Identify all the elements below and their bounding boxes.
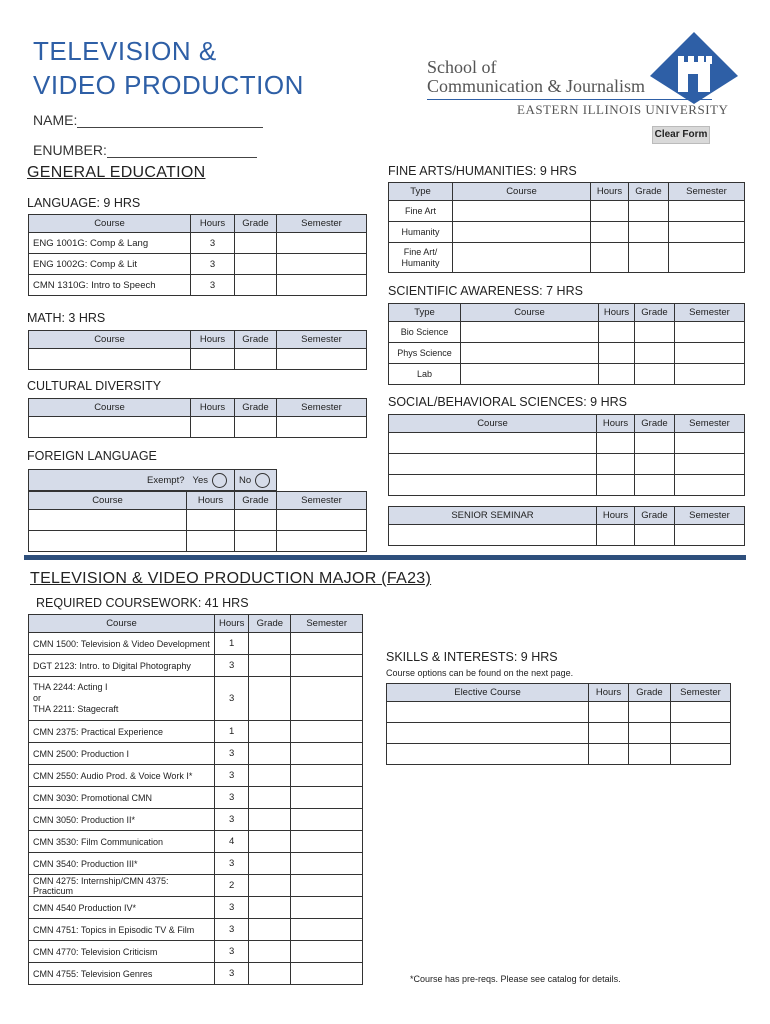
- yes-label: Yes: [192, 474, 208, 486]
- grade-cell[interactable]: [249, 633, 291, 655]
- page-title: [33, 34, 304, 102]
- clear-form-button[interactable]: Clear Form: [652, 126, 710, 144]
- hours-cell: 3: [215, 743, 249, 765]
- hours-cell: 4: [215, 831, 249, 853]
- castle-logo-icon: [650, 32, 738, 104]
- col-course: Course: [453, 183, 591, 201]
- exempt-no: [235, 470, 277, 491]
- col-hours: Hours: [191, 331, 235, 349]
- grade-cell[interactable]: [249, 919, 291, 941]
- table-row: [29, 743, 363, 765]
- yes-radio[interactable]: [212, 473, 227, 488]
- table-row: [29, 875, 363, 897]
- course-cell[interactable]: [29, 531, 187, 552]
- grade-cell[interactable]: [629, 744, 671, 765]
- course-cell: CMN 4770: Television Criticism: [29, 941, 215, 963]
- foreign-table: [28, 491, 367, 552]
- col-grade: Grade: [629, 183, 669, 201]
- hours-cell: 2: [215, 875, 249, 897]
- math-title: MATH: 3 HRS: [27, 311, 106, 325]
- semester-cell[interactable]: [671, 702, 731, 723]
- semester-cell[interactable]: [291, 721, 363, 743]
- hours-cell[interactable]: [597, 525, 635, 546]
- semester-cell[interactable]: [291, 655, 363, 677]
- grade-cell[interactable]: [635, 525, 675, 546]
- language-title: LANGUAGE: 9 HRS: [27, 196, 141, 210]
- col-grade: Grade: [249, 615, 291, 633]
- semester-cell[interactable]: [291, 831, 363, 853]
- semester-cell[interactable]: [669, 243, 745, 273]
- course-cell: ENG 1001G: Comp & Lang: [29, 233, 191, 254]
- course-cell[interactable]: [29, 510, 187, 531]
- semester-cell[interactable]: [277, 417, 367, 438]
- course-cell: CMN 3050: Production II*: [29, 809, 215, 831]
- course-cell[interactable]: [461, 343, 599, 364]
- semester-cell[interactable]: [277, 349, 367, 370]
- seminar-table: [388, 506, 745, 546]
- table-row: [389, 364, 745, 385]
- table-row: [29, 633, 363, 655]
- skills-table: [386, 683, 731, 765]
- course-cell: CMN 2500: Production I: [29, 743, 215, 765]
- course-cell[interactable]: [453, 222, 591, 243]
- semester-cell[interactable]: [277, 531, 367, 552]
- hours-cell[interactable]: [591, 222, 629, 243]
- col-semester: Semester: [277, 215, 367, 233]
- col-course: Course: [29, 615, 215, 633]
- grade-cell[interactable]: [235, 275, 277, 296]
- logo-line-1: School of: [427, 57, 497, 77]
- grade-cell[interactable]: [235, 417, 277, 438]
- hours-cell: 3: [215, 765, 249, 787]
- hours-cell: 3: [215, 809, 249, 831]
- social-title: SOCIAL/BEHAVIORAL SCIENCES: 9 HRS: [388, 395, 627, 409]
- semester-cell[interactable]: [291, 809, 363, 831]
- course-cell[interactable]: [461, 322, 599, 343]
- no-radio[interactable]: [255, 473, 270, 488]
- table-row: [29, 349, 367, 370]
- hours-cell: 3: [191, 233, 235, 254]
- course-cell[interactable]: [389, 525, 597, 546]
- hours-cell: 3: [215, 963, 249, 985]
- grade-cell[interactable]: [249, 677, 291, 721]
- grade-cell[interactable]: [635, 343, 675, 364]
- course-cell: CMN 4275: Internship/CMN 4375: Practicum: [29, 875, 215, 897]
- table-row: [389, 525, 745, 546]
- type-cell: Fine Art/ Humanity: [389, 243, 453, 273]
- enumber-label: ENUMBER:: [33, 142, 107, 158]
- table-row: [29, 655, 363, 677]
- hours-cell: 3: [215, 941, 249, 963]
- col-elective: Elective Course: [387, 684, 589, 702]
- title-line-1: TELEVISION &: [33, 36, 217, 66]
- course-cell: CMN 1310G: Intro to Speech: [29, 275, 191, 296]
- col-grade: Grade: [635, 507, 675, 525]
- cultural-table: [28, 398, 367, 438]
- table-row: [29, 531, 367, 552]
- grade-cell[interactable]: [635, 322, 675, 343]
- hours-cell[interactable]: [597, 433, 635, 454]
- col-hours: Hours: [597, 507, 635, 525]
- table-row: [29, 919, 363, 941]
- course-cell: CMN 2375: Practical Experience: [29, 721, 215, 743]
- enumber-field: [33, 142, 257, 158]
- type-cell: Humanity: [389, 222, 453, 243]
- grade-cell[interactable]: [235, 233, 277, 254]
- grade-cell[interactable]: [635, 454, 675, 475]
- grade-cell[interactable]: [249, 787, 291, 809]
- semester-cell[interactable]: [291, 853, 363, 875]
- col-hours: Hours: [191, 399, 235, 417]
- col-grade: Grade: [235, 215, 277, 233]
- name-label: NAME:: [33, 112, 78, 128]
- table-row: [387, 723, 731, 744]
- grade-cell[interactable]: [235, 531, 277, 552]
- course-cell[interactable]: [387, 723, 589, 744]
- col-semester: Semester: [291, 615, 363, 633]
- required-title: REQUIRED COURSEWORK: 41 HRS: [36, 596, 249, 610]
- course-cell: CMN 4755: Television Genres: [29, 963, 215, 985]
- col-seminar: SENIOR SEMINAR: [389, 507, 597, 525]
- name-input[interactable]: [77, 113, 263, 128]
- table-row: [29, 233, 367, 254]
- grade-cell[interactable]: [249, 809, 291, 831]
- hours-cell[interactable]: [591, 243, 629, 273]
- semester-cell[interactable]: [291, 765, 363, 787]
- col-semester: Semester: [675, 507, 745, 525]
- hours-cell[interactable]: [191, 349, 235, 370]
- major-title: TELEVISION & VIDEO PRODUCTION MAJOR (FA23): [30, 570, 432, 587]
- col-course: Course: [461, 304, 599, 322]
- grade-cell[interactable]: [249, 831, 291, 853]
- grade-cell[interactable]: [235, 349, 277, 370]
- col-grade: Grade: [235, 492, 277, 510]
- col-hours: Hours: [599, 304, 635, 322]
- table-row: [29, 809, 363, 831]
- title-line-2: VIDEO PRODUCTION: [33, 70, 304, 100]
- table-row: [389, 343, 745, 364]
- cultural-title: CULTURAL DIVERSITY: [27, 379, 162, 393]
- math-table: [28, 330, 367, 370]
- course-cell: ENG 1002G: Comp & Lit: [29, 254, 191, 275]
- grade-cell[interactable]: [249, 721, 291, 743]
- course-cell[interactable]: [389, 475, 597, 496]
- hours-cell[interactable]: [589, 702, 629, 723]
- grade-cell[interactable]: [249, 655, 291, 677]
- course-cell[interactable]: [389, 433, 597, 454]
- table-row: [29, 853, 363, 875]
- grade-cell[interactable]: [249, 743, 291, 765]
- table-row: [29, 963, 363, 985]
- hours-cell[interactable]: [599, 343, 635, 364]
- semester-cell[interactable]: [675, 343, 745, 364]
- col-semester: Semester: [669, 183, 745, 201]
- semester-cell[interactable]: [675, 433, 745, 454]
- science-table: [388, 303, 745, 385]
- table-row: [389, 243, 745, 273]
- skills-title: SKILLS & INTERESTS: 9 HRS: [386, 650, 558, 664]
- grade-cell[interactable]: [629, 201, 669, 222]
- course-cell: THA 2244: Acting I or THA 2211: Stagecraft: [29, 677, 215, 721]
- hours-cell[interactable]: [589, 723, 629, 744]
- course-cell: CMN 4751: Topics in Episodic TV & Film: [29, 919, 215, 941]
- col-course: Course: [29, 399, 191, 417]
- foreign-exempt-row: [28, 469, 367, 491]
- col-course: Course: [29, 331, 191, 349]
- table-row: [389, 222, 745, 243]
- logo-line-2: Communication & Journalism: [427, 76, 645, 96]
- hours-cell[interactable]: [599, 322, 635, 343]
- course-cell[interactable]: [29, 349, 191, 370]
- hours-cell: 1: [215, 633, 249, 655]
- semester-cell[interactable]: [291, 941, 363, 963]
- hours-cell[interactable]: [191, 417, 235, 438]
- grade-cell[interactable]: [235, 510, 277, 531]
- hours-cell: 3: [191, 275, 235, 296]
- col-semester: Semester: [277, 492, 367, 510]
- course-cell: CMN 1500: Television & Video Development: [29, 633, 215, 655]
- course-cell: CMN 2550: Audio Prod. & Voice Work I*: [29, 765, 215, 787]
- semester-cell[interactable]: [291, 743, 363, 765]
- type-cell: Bio Science: [389, 322, 461, 343]
- hours-cell: 3: [215, 655, 249, 677]
- grade-cell[interactable]: [249, 963, 291, 985]
- course-cell: DGT 2123: Intro. to Digital Photography: [29, 655, 215, 677]
- course-cell[interactable]: [461, 364, 599, 385]
- semester-cell[interactable]: [291, 897, 363, 919]
- table-row: [389, 322, 745, 343]
- grade-cell[interactable]: [629, 243, 669, 273]
- table-row: [389, 475, 745, 496]
- grade-cell[interactable]: [249, 897, 291, 919]
- hours-cell[interactable]: [597, 454, 635, 475]
- language-table: [28, 214, 367, 296]
- course-cell[interactable]: [453, 243, 591, 273]
- fine-arts-table: [388, 182, 745, 273]
- semester-cell[interactable]: [675, 322, 745, 343]
- course-cell: CMN 4540 Production IV*: [29, 897, 215, 919]
- col-course: Course: [389, 415, 597, 433]
- semester-cell[interactable]: [291, 875, 363, 897]
- col-hours: Hours: [591, 183, 629, 201]
- col-type: Type: [389, 183, 453, 201]
- enumber-input[interactable]: [107, 143, 257, 158]
- semester-cell[interactable]: [675, 364, 745, 385]
- col-grade: Grade: [635, 415, 675, 433]
- col-type: Type: [389, 304, 461, 322]
- table-row: [29, 677, 363, 721]
- hours-cell: 1: [215, 721, 249, 743]
- major-table: [28, 614, 363, 985]
- col-semester: Semester: [277, 399, 367, 417]
- course-cell[interactable]: [389, 454, 597, 475]
- name-field: [33, 112, 263, 128]
- hours-cell: 3: [215, 919, 249, 941]
- semester-cell[interactable]: [277, 254, 367, 275]
- col-semester: Semester: [277, 331, 367, 349]
- semester-cell[interactable]: [675, 454, 745, 475]
- course-cell: CMN 3030: Promotional CMN: [29, 787, 215, 809]
- semester-cell[interactable]: [291, 919, 363, 941]
- gen-ed-title: GENERAL EDUCATION: [27, 164, 206, 181]
- foreign-title: FOREIGN LANGUAGE: [27, 449, 157, 463]
- hours-cell[interactable]: [589, 744, 629, 765]
- table-row: [29, 897, 363, 919]
- col-grade: Grade: [235, 331, 277, 349]
- col-grade: Grade: [235, 399, 277, 417]
- col-hours: Hours: [597, 415, 635, 433]
- semester-cell[interactable]: [291, 677, 363, 721]
- semester-cell[interactable]: [669, 201, 745, 222]
- hours-cell[interactable]: [597, 475, 635, 496]
- semester-cell[interactable]: [675, 475, 745, 496]
- type-cell: Phys Science: [389, 343, 461, 364]
- table-row: [387, 702, 731, 723]
- semester-cell[interactable]: [291, 787, 363, 809]
- col-hours: Hours: [589, 684, 629, 702]
- table-row: [29, 275, 367, 296]
- table-row: [29, 765, 363, 787]
- col-hours: Hours: [215, 615, 249, 633]
- grade-cell[interactable]: [249, 765, 291, 787]
- col-hours: Hours: [191, 215, 235, 233]
- table-row: [29, 254, 367, 275]
- grade-cell[interactable]: [249, 875, 291, 897]
- social-table: [388, 414, 745, 496]
- grade-cell[interactable]: [235, 254, 277, 275]
- table-row: [29, 721, 363, 743]
- course-cell[interactable]: [453, 201, 591, 222]
- section-divider: [24, 555, 746, 560]
- grade-cell[interactable]: [249, 941, 291, 963]
- type-cell: Fine Art: [389, 201, 453, 222]
- hours-cell: 3: [215, 677, 249, 721]
- col-hours: Hours: [187, 492, 235, 510]
- table-row: [29, 941, 363, 963]
- table-row: [29, 787, 363, 809]
- col-grade: Grade: [629, 684, 671, 702]
- table-row: [29, 831, 363, 853]
- grade-cell[interactable]: [635, 364, 675, 385]
- grade-cell[interactable]: [249, 853, 291, 875]
- semester-cell[interactable]: [291, 963, 363, 985]
- course-cell[interactable]: [387, 702, 589, 723]
- hours-cell[interactable]: [599, 364, 635, 385]
- hours-cell: 3: [215, 853, 249, 875]
- semester-cell[interactable]: [675, 525, 745, 546]
- grade-cell[interactable]: [635, 475, 675, 496]
- fine-arts-title: FINE ARTS/HUMANITIES: 9 HRS: [388, 164, 577, 178]
- semester-cell[interactable]: [277, 510, 367, 531]
- col-course: Course: [29, 492, 187, 510]
- no-label: No: [239, 474, 252, 486]
- science-title: SCIENTIFIC AWARENESS: 7 HRS: [388, 284, 583, 298]
- table-row: [389, 201, 745, 222]
- col-grade: Grade: [635, 304, 675, 322]
- logo-line-3: EASTERN ILLINOIS UNIVERSITY: [517, 102, 729, 117]
- semester-cell[interactable]: [671, 744, 731, 765]
- semester-cell[interactable]: [277, 233, 367, 254]
- hours-cell[interactable]: [187, 510, 235, 531]
- col-semester: Semester: [671, 684, 731, 702]
- exempt-label: Exempt?: [29, 470, 189, 491]
- table-row: [389, 433, 745, 454]
- exempt-yes: [189, 470, 235, 491]
- table-row: [29, 510, 367, 531]
- hours-cell: 3: [215, 897, 249, 919]
- col-course: Course: [29, 215, 191, 233]
- col-semester: Semester: [675, 304, 745, 322]
- hours-cell[interactable]: [187, 531, 235, 552]
- hours-cell: 3: [191, 254, 235, 275]
- course-cell[interactable]: [29, 417, 191, 438]
- course-cell: CMN 3540: Production III*: [29, 853, 215, 875]
- table-row: [387, 744, 731, 765]
- semester-cell[interactable]: [669, 222, 745, 243]
- prereq-footnote: *Course has pre-reqs. Please see catalog for details.: [410, 974, 621, 984]
- hours-cell: 3: [215, 787, 249, 809]
- grade-cell[interactable]: [629, 702, 671, 723]
- type-cell: Lab: [389, 364, 461, 385]
- semester-cell[interactable]: [277, 275, 367, 296]
- course-cell: CMN 3530: Film Communication: [29, 831, 215, 853]
- hours-cell[interactable]: [591, 201, 629, 222]
- col-semester: Semester: [675, 415, 745, 433]
- grade-cell[interactable]: [635, 433, 675, 454]
- table-row: [389, 454, 745, 475]
- skills-note: Course options can be found on the next page.: [386, 668, 574, 678]
- course-cell[interactable]: [387, 744, 589, 765]
- semester-cell[interactable]: [671, 723, 731, 744]
- grade-cell[interactable]: [629, 723, 671, 744]
- table-row: [29, 417, 367, 438]
- semester-cell[interactable]: [291, 633, 363, 655]
- grade-cell[interactable]: [629, 222, 669, 243]
